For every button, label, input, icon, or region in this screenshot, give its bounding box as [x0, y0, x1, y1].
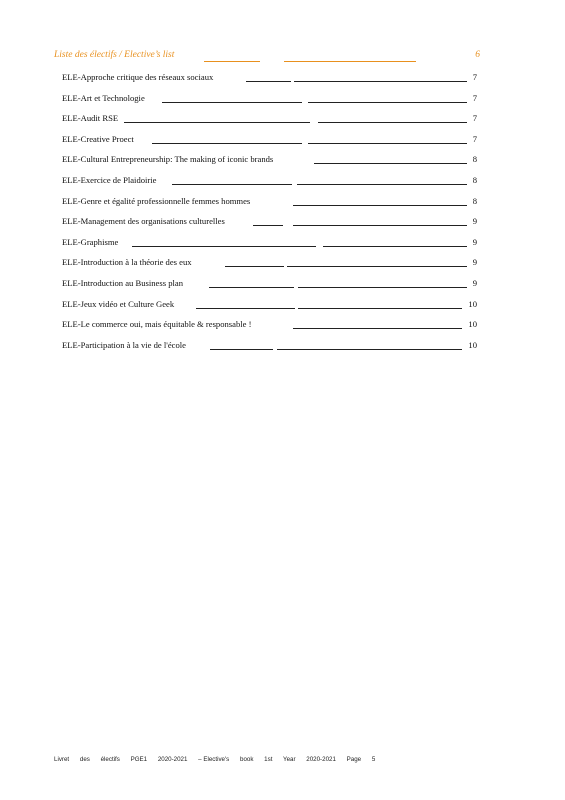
toc-entry-label[interactable]: ELE-Audit RSE [62, 113, 119, 124]
toc-entry[interactable] [62, 154, 477, 175]
footer-text: des [79, 756, 90, 763]
footer-text: 1st [264, 756, 273, 763]
leader-line [308, 143, 467, 144]
toc-entry-label[interactable]: ELE-Approche critique des réseaux sociaux [62, 72, 214, 82]
toc-entry-page: 7 [472, 113, 477, 124]
toc-entry-label[interactable]: ELE-Art et Technologie [62, 92, 145, 103]
toc-entry-label[interactable]: ELE-Jeux vidéo et Culture Geek [62, 298, 175, 309]
toc-entry[interactable] [62, 319, 477, 340]
leader-line [293, 328, 462, 329]
toc-entry-page: 7 [472, 133, 477, 144]
toc-entry-label[interactable]: ELE-Creative Proect [62, 133, 134, 144]
leader-line [297, 184, 467, 185]
footer-page-number: 5 [371, 756, 376, 763]
leader-line [318, 122, 467, 123]
leader-line [293, 205, 467, 206]
footer-text: 2020-2021 [157, 756, 188, 763]
leader-line [323, 246, 467, 247]
toc-title-page-number: 6 [475, 50, 480, 60]
leader-line [277, 349, 462, 350]
toc-entry-page: 10 [468, 298, 477, 309]
footer-text: Year [283, 756, 296, 763]
toc-entry-page: 9 [472, 216, 477, 227]
toc-entry-label[interactable]: ELE-Graphisme [62, 236, 119, 247]
toc-entry-page: 10 [468, 339, 477, 350]
leader-line [287, 266, 467, 267]
toc-entry-label[interactable]: ELE-Introduction à la théorie des eux [62, 257, 192, 268]
toc-entry[interactable] [62, 134, 477, 155]
leader-line [253, 225, 283, 226]
toc-entry-page: 8 [472, 154, 477, 165]
toc-header [54, 50, 480, 64]
leader-line [225, 266, 284, 267]
leader-line [172, 184, 292, 185]
toc-entry[interactable] [62, 196, 477, 217]
leader-line [124, 122, 310, 123]
page-footer [54, 756, 384, 763]
toc-title: Liste des électifs / Elective’s list [54, 50, 175, 60]
footer-text: Page [346, 756, 362, 763]
toc-entry[interactable] [62, 257, 477, 278]
toc-entry[interactable] [62, 113, 477, 134]
toc-entry-page: 7 [472, 72, 477, 82]
toc-entry[interactable] [62, 278, 477, 299]
footer-text: 2020-2021 [306, 756, 336, 763]
toc-entry-label[interactable]: ELE-Le commerce oui, mais équitable & responsable ! [62, 319, 252, 330]
leader-line [132, 246, 316, 247]
toc-entry-label[interactable]: ELE-Exercice de Plaidoirie [62, 174, 157, 185]
toc-entry-label[interactable]: ELE-Management des organisations culturelles [62, 216, 225, 227]
table-of-contents [62, 72, 477, 360]
footer-text: Livret [54, 756, 70, 763]
toc-entry-page: 8 [472, 174, 477, 185]
toc-entry[interactable] [62, 299, 477, 320]
toc-entry[interactable] [62, 93, 477, 114]
footer-text: book [240, 756, 254, 763]
footer-text: PGE1 [130, 756, 148, 763]
toc-entry[interactable] [62, 175, 477, 196]
toc-entry[interactable] [62, 237, 477, 258]
footer-text: électifs [100, 756, 120, 763]
toc-entry-label[interactable]: ELE-Cultural Entrepreneurship: The making of iconic brands [62, 154, 274, 165]
leader-line [294, 81, 467, 82]
leader-line [314, 163, 467, 164]
leader-line [162, 102, 302, 103]
toc-entry-page: 10 [468, 319, 477, 330]
leader-line [308, 102, 467, 103]
leader-line [298, 308, 462, 309]
toc-entry-page: 9 [472, 257, 477, 268]
leader-line [209, 287, 294, 288]
toc-entry-page: 9 [472, 277, 477, 288]
toc-entry-label[interactable]: ELE-Participation à la vie de l'école [62, 339, 186, 350]
leader-line [298, 287, 467, 288]
toc-entry-page: 9 [472, 236, 477, 247]
leader-line [196, 308, 295, 309]
toc-entry-label[interactable]: ELE-Introduction au Business plan [62, 277, 184, 288]
header-rule-2 [284, 61, 416, 62]
toc-entry-page: 8 [472, 195, 477, 206]
header-rule-1 [204, 61, 260, 62]
leader-line [293, 225, 467, 226]
toc-entry[interactable] [62, 340, 477, 361]
toc-entry-page: 7 [472, 92, 477, 103]
toc-entry[interactable] [62, 216, 477, 237]
toc-entry[interactable] [62, 72, 477, 93]
leader-line [246, 81, 291, 82]
toc-entry-label[interactable]: ELE-Genre et égalité professionnelle femmes hommes [62, 195, 251, 206]
leader-line [152, 143, 302, 144]
footer-text: – Elective's [198, 756, 230, 763]
leader-line [210, 349, 273, 350]
